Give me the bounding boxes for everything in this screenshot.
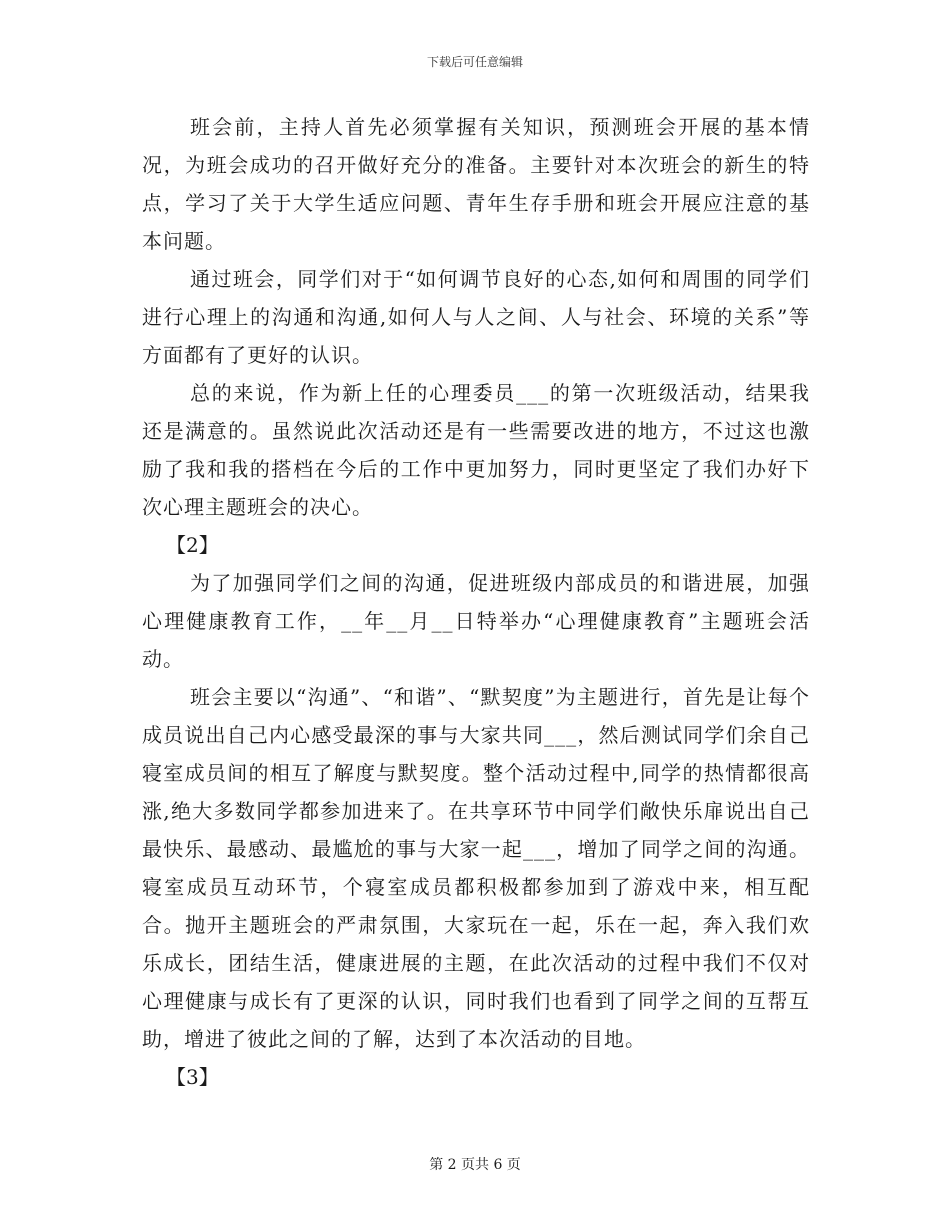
page-footer: 第 2 页共 6 页 [429,1157,521,1173]
paragraph-purpose: 为了加强同学们之间的沟通，促进班级内部成员的和谐进展，加强心理健康教育工作，__年__月__日特举办“心理健康教育”主题班会活动。 [142,571,810,671]
section-label-3: 【3】 [166,1065,219,1089]
paragraph-preparation: 班会前，主持人首先必须掌握有关知识，预测班会开展的基本情况，为班会成功的召开做好充分的准备。主要针对本次班会的新生的特点，学习了关于大学生适应问题、青年生存手册和班会开展应注意的基本问题。 [142,115,810,253]
paragraph-understanding: 通过班会，同学们对于“如何调节良好的心态,如何和周围的同学们进行心理上的沟通和沟通,如何人与人之间、人与社会、环境的关系”等方面都有了更好的认识。 [142,267,810,367]
page-header: 下载后可任意编辑 [426,55,523,69]
paragraph-summary: 总的来说，作为新上任的心理委员___的第一次班级活动，结果我还是满意的。虽然说此次活动还是有一些需要改进的地方，不过这也激励了我和我的搭档在今后的工作中更加努力，同时更坚定了我们办好下次心理主题班会的决心。 [142,381,810,519]
section-label-2: 【2】 [166,533,219,557]
document-body [142,108,810,1096]
paragraph-activity: 班会主要以“沟通”、“和谐”、“默契度”为主题进行，首先是让每个成员说出自己内心感受最深的事与大家共同___，然后测试同学们余自己寝室成员间的相互了解度与默契度。整个活动过程中,同学的热情都很高涨,绝大多数同学都参加进来了。在共享环节中同学们敞快乐扉说出自己最快乐、最感动、最尴尬的事与大家一起___，增加了同学之间的沟通。寝室成员互动环节，个寝室成员都积极都参加到了游戏中来，相互配合。抛开主题班会的严肃氛围，大家玩在一起，乐在一起，奔入我们欢乐成长，团结生活，健康进展的主题，在此次活动的过程中我们不仅对心理健康与成长有了更深的认识，同时我们也看到了同学之间的互帮互助，增进了彼此之间的了解，达到了本次活动的目地。 [142,685,810,1051]
